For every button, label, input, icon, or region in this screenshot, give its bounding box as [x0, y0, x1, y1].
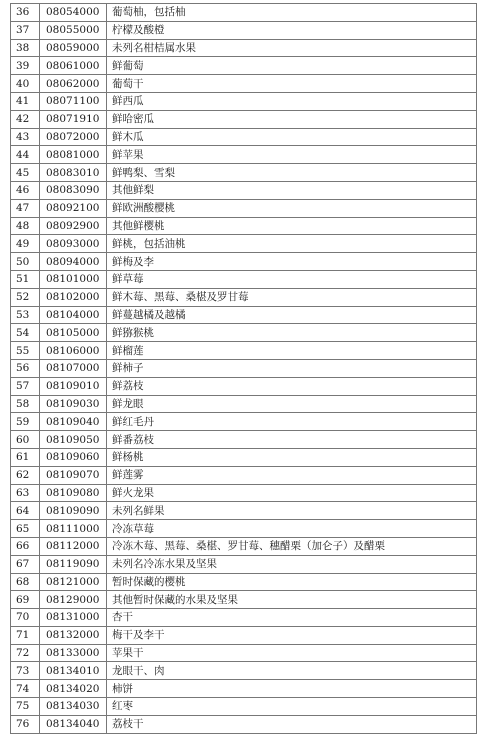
table-row — [11, 359, 477, 377]
tariff-code-cell: 08134030 — [40, 698, 107, 716]
table-row — [11, 591, 477, 609]
table-row — [11, 431, 477, 449]
tariff-code-cell: 08119090 — [40, 555, 107, 573]
product-name-cell: 杏干 — [107, 609, 477, 627]
table-row — [11, 21, 477, 39]
tariff-code-cell: 08134010 — [40, 662, 107, 680]
table-row — [11, 57, 477, 75]
tariff-code-cell: 08093000 — [40, 235, 107, 253]
product-name-cell: 鲜草莓 — [107, 270, 477, 288]
table-row — [11, 92, 477, 110]
row-number-cell: 75 — [11, 698, 40, 716]
tariff-code-cell: 08109070 — [40, 466, 107, 484]
table-row — [11, 520, 477, 538]
row-number-cell: 65 — [11, 520, 40, 538]
table-row — [11, 306, 477, 324]
tariff-code-cell: 08054000 — [40, 4, 107, 22]
tariff-code-cell: 08112000 — [40, 537, 107, 555]
row-number-cell: 38 — [11, 39, 40, 57]
row-number-cell: 61 — [11, 448, 40, 466]
product-name-cell: 鲜木莓、黑莓、桑椹及罗甘莓 — [107, 288, 477, 306]
product-name-cell: 鲜哈密瓜 — [107, 110, 477, 128]
table-row — [11, 484, 477, 502]
tariff-code-cell: 08129000 — [40, 591, 107, 609]
product-name-cell: 鲜西瓜 — [107, 92, 477, 110]
product-name-cell: 未列名冷冻水果及坚果 — [107, 555, 477, 573]
tariff-code-cell: 08072000 — [40, 128, 107, 146]
product-name-cell: 葡萄干 — [107, 75, 477, 93]
product-name-cell: 鲜苹果 — [107, 146, 477, 164]
row-number-cell: 58 — [11, 395, 40, 413]
product-name-cell: 鲜鸭梨、雪梨 — [107, 164, 477, 182]
row-number-cell: 67 — [11, 555, 40, 573]
tariff-code-cell: 08061000 — [40, 57, 107, 75]
tariff-code-cell: 08109080 — [40, 484, 107, 502]
product-name-cell: 柠檬及酸橙 — [107, 21, 477, 39]
row-number-cell: 41 — [11, 92, 40, 110]
tariff-code-cell: 08109050 — [40, 431, 107, 449]
row-number-cell: 63 — [11, 484, 40, 502]
row-number-cell: 64 — [11, 502, 40, 520]
product-name-cell: 冷冻草莓 — [107, 520, 477, 538]
tariff-code-cell: 08071100 — [40, 92, 107, 110]
tariff-code-cell: 08107000 — [40, 359, 107, 377]
product-name-cell: 鲜木瓜 — [107, 128, 477, 146]
table-row — [11, 698, 477, 716]
row-number-cell: 36 — [11, 4, 40, 22]
table-row — [11, 128, 477, 146]
tariff-code-cell: 08132000 — [40, 626, 107, 644]
row-number-cell: 50 — [11, 253, 40, 271]
tariff-code-cell: 08131000 — [40, 609, 107, 627]
tariff-code-cell: 08092100 — [40, 199, 107, 217]
product-name-cell: 鲜葡萄 — [107, 57, 477, 75]
tariff-code-cell: 08101000 — [40, 270, 107, 288]
row-number-cell: 72 — [11, 644, 40, 662]
tariff-code-cell: 08059000 — [40, 39, 107, 57]
tariff-code-cell: 08055000 — [40, 21, 107, 39]
row-number-cell: 39 — [11, 57, 40, 75]
row-number-cell: 71 — [11, 626, 40, 644]
table-row — [11, 199, 477, 217]
table-row — [11, 324, 477, 342]
product-name-cell: 梅干及李干 — [107, 626, 477, 644]
row-number-cell: 49 — [11, 235, 40, 253]
product-name-cell: 葡萄柚，包括柚 — [107, 4, 477, 22]
row-number-cell: 48 — [11, 217, 40, 235]
row-number-cell: 43 — [11, 128, 40, 146]
table-row — [11, 164, 477, 182]
tariff-code-cell: 08081000 — [40, 146, 107, 164]
row-number-cell: 59 — [11, 413, 40, 431]
tariff-code-cell: 08105000 — [40, 324, 107, 342]
table-row — [11, 39, 477, 57]
product-name-cell: 苹果干 — [107, 644, 477, 662]
product-name-cell: 鲜桃，包括油桃 — [107, 235, 477, 253]
table-row — [11, 502, 477, 520]
row-number-cell: 55 — [11, 342, 40, 360]
product-name-cell: 暂时保藏的樱桃 — [107, 573, 477, 591]
table-row — [11, 715, 477, 733]
table-row — [11, 270, 477, 288]
tariff-code-cell: 08104000 — [40, 306, 107, 324]
row-number-cell: 69 — [11, 591, 40, 609]
row-number-cell: 70 — [11, 609, 40, 627]
row-number-cell: 44 — [11, 146, 40, 164]
table-row — [11, 680, 477, 698]
table-row — [11, 644, 477, 662]
row-number-cell: 68 — [11, 573, 40, 591]
table-row — [11, 253, 477, 271]
product-name-cell: 鲜龙眼 — [107, 395, 477, 413]
product-name-cell: 鲜蔓越橘及越橘 — [107, 306, 477, 324]
table-row — [11, 217, 477, 235]
product-name-cell: 柿饼 — [107, 680, 477, 698]
product-name-cell: 冷冻木莓、黑莓、桑椹、罗甘莓、穗醋栗（加仑子）及醋栗 — [107, 537, 477, 555]
tariff-code-cell: 08109060 — [40, 448, 107, 466]
product-name-cell: 鲜红毛丹 — [107, 413, 477, 431]
table-row — [11, 609, 477, 627]
product-name-cell: 龙眼干、肉 — [107, 662, 477, 680]
row-number-cell: 45 — [11, 164, 40, 182]
row-number-cell: 62 — [11, 466, 40, 484]
row-number-cell: 76 — [11, 715, 40, 733]
product-name-cell: 鲜榴莲 — [107, 342, 477, 360]
product-name-cell: 其他鲜梨 — [107, 181, 477, 199]
product-name-cell: 荔枝干 — [107, 715, 477, 733]
table-row — [11, 377, 477, 395]
row-number-cell: 74 — [11, 680, 40, 698]
table-row — [11, 466, 477, 484]
tariff-code-cell: 08109030 — [40, 395, 107, 413]
product-name-cell: 鲜欧洲酸樱桃 — [107, 199, 477, 217]
table-row — [11, 537, 477, 555]
tariff-code-cell: 08094000 — [40, 253, 107, 271]
product-name-cell: 鲜火龙果 — [107, 484, 477, 502]
product-name-cell: 其他暂时保藏的水果及坚果 — [107, 591, 477, 609]
table-row — [11, 235, 477, 253]
table-row — [11, 662, 477, 680]
tariff-code-cell: 08083010 — [40, 164, 107, 182]
table-row — [11, 181, 477, 199]
tariff-code-cell: 08109040 — [40, 413, 107, 431]
tariff-code-cell: 08109010 — [40, 377, 107, 395]
tariff-code-cell: 08121000 — [40, 573, 107, 591]
tariff-code-cell: 08083090 — [40, 181, 107, 199]
row-number-cell: 47 — [11, 199, 40, 217]
tariff-code-cell: 08092900 — [40, 217, 107, 235]
tariff-code-cell: 08133000 — [40, 644, 107, 662]
row-number-cell: 73 — [11, 662, 40, 680]
table-row — [11, 110, 477, 128]
tariff-code-cell: 08106000 — [40, 342, 107, 360]
row-number-cell: 46 — [11, 181, 40, 199]
row-number-cell: 60 — [11, 431, 40, 449]
tariff-code-cell: 08062000 — [40, 75, 107, 93]
table-row — [11, 555, 477, 573]
row-number-cell: 66 — [11, 537, 40, 555]
row-number-cell: 53 — [11, 306, 40, 324]
row-number-cell: 56 — [11, 359, 40, 377]
table-row — [11, 4, 477, 22]
product-name-cell: 鲜杨桃 — [107, 448, 477, 466]
tariff-code-cell: 08134040 — [40, 715, 107, 733]
product-name-cell: 其他鲜樱桃 — [107, 217, 477, 235]
row-number-cell: 40 — [11, 75, 40, 93]
product-name-cell: 鲜荔枝 — [107, 377, 477, 395]
table-row — [11, 288, 477, 306]
tariff-code-cell: 08109090 — [40, 502, 107, 520]
tariff-code-cell: 08134020 — [40, 680, 107, 698]
table-row — [11, 395, 477, 413]
row-number-cell: 52 — [11, 288, 40, 306]
table-row — [11, 626, 477, 644]
table-row — [11, 146, 477, 164]
tariff-code-table — [10, 3, 477, 734]
product-name-cell: 鲜猕猴桃 — [107, 324, 477, 342]
row-number-cell: 54 — [11, 324, 40, 342]
table-body — [11, 4, 477, 734]
table-row — [11, 573, 477, 591]
tariff-code-cell: 08102000 — [40, 288, 107, 306]
table-row — [11, 413, 477, 431]
table-row — [11, 342, 477, 360]
product-name-cell: 红枣 — [107, 698, 477, 716]
product-name-cell: 未列名鲜果 — [107, 502, 477, 520]
tariff-code-cell: 08111000 — [40, 520, 107, 538]
product-name-cell: 未列名柑桔属水果 — [107, 39, 477, 57]
product-name-cell: 鲜梅及李 — [107, 253, 477, 271]
product-name-cell: 鲜莲雾 — [107, 466, 477, 484]
row-number-cell: 37 — [11, 21, 40, 39]
row-number-cell: 42 — [11, 110, 40, 128]
row-number-cell: 57 — [11, 377, 40, 395]
product-name-cell: 鲜番荔枝 — [107, 431, 477, 449]
row-number-cell: 51 — [11, 270, 40, 288]
product-name-cell: 鲜柿子 — [107, 359, 477, 377]
tariff-code-cell: 08071910 — [40, 110, 107, 128]
table-row — [11, 448, 477, 466]
table-row — [11, 75, 477, 93]
